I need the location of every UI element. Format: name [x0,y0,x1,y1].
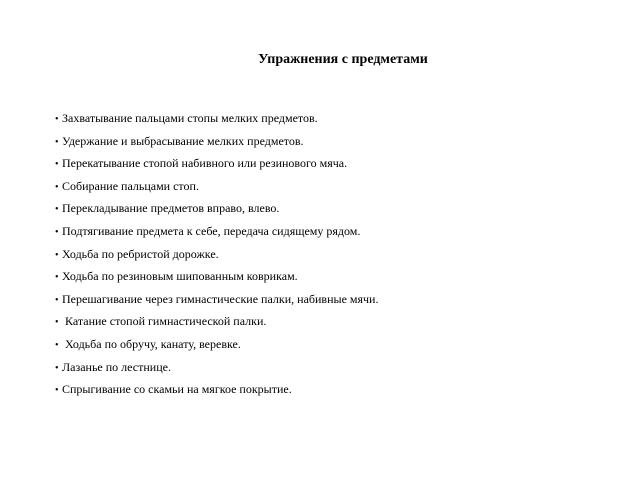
list-item [55,155,615,178]
list-item-text: Перекатывание стопой набивного или резинового мяча. [62,156,348,171]
bullet-icon: • [55,181,59,193]
list-item [55,268,615,291]
bullet-icon: • [55,385,59,397]
list-item-text: Перекладывание предметов вправо, влево. [62,201,280,216]
list-item [55,110,615,133]
list-item-text: Удержание и выбрасывание мелких предметов. [62,133,304,148]
document-title: Упражнения с предметами [258,52,428,67]
list-item [55,381,615,404]
bullet-icon: • [55,204,59,216]
list-item [55,246,615,269]
bullet-icon: • [55,136,59,148]
list-item [55,313,615,336]
bullet-icon: • [55,226,59,238]
bullet-icon: • [55,362,59,374]
list-item [55,336,615,359]
list-item-text: Захватывание пальцами стопы мелких предметов. [62,111,318,125]
bullet-icon: • [55,159,59,171]
bullet-icon: • [55,249,59,261]
list-item [55,178,615,201]
bullet-icon: • [55,317,59,329]
list-item-text: Катание стопой гимнастической палки. [62,314,267,329]
bullet-icon: • [55,272,59,284]
list-item-text: Перешагивание через гимнастические палки, набивные мячи. [62,291,379,306]
list-item [55,291,615,314]
list-item [55,359,615,382]
list-item-text: Собирание пальцами стоп. [62,178,199,193]
list-item-text: Подтягивание предмета к себе, передача сидящему рядом. [62,223,361,238]
list-item [55,200,615,223]
list-item [55,133,615,156]
list-item [55,223,615,246]
list-item-text: Лазанье по лестнице. [62,359,171,374]
list-item-text: Спрыгивание со скамьи на мягкое покрытие. [62,382,292,397]
list-item-text: Ходьба по ребристой дорожке. [62,246,219,261]
bullet-icon: • [55,339,59,351]
list-item-text: Ходьба по резиновым шипованным коврикам. [62,269,298,284]
bullet-icon: • [55,114,59,125]
bullet-icon: • [55,294,59,306]
exercise-list [55,110,615,404]
list-item-text: Ходьба по обручу, канату, веревке. [62,336,241,351]
